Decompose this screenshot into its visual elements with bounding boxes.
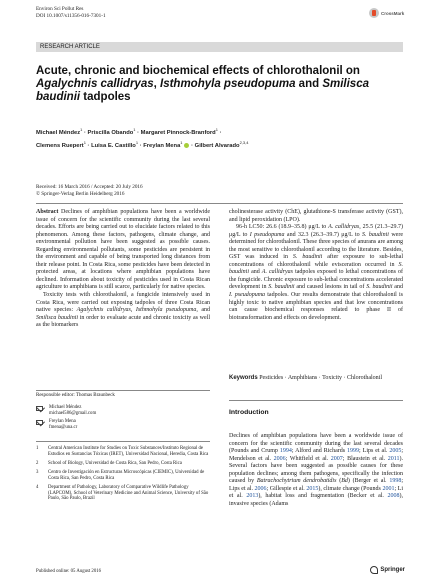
citation-link[interactable]: 2005 — [389, 448, 402, 455]
citation-link[interactable]: 2011 — [387, 455, 400, 462]
keywords-label: Keywords — [229, 375, 258, 381]
envelope-icon — [36, 420, 43, 425]
journal-name: Environ Sci Pollut Res — [36, 6, 84, 12]
citation-link[interactable]: 2013 — [246, 493, 259, 500]
contact-entry — [36, 419, 210, 430]
divider — [229, 400, 403, 401]
citation-link[interactable]: 2015 — [306, 485, 319, 492]
author-name[interactable]: · Margaret Pinnock-Branford — [135, 129, 216, 136]
corresponding-authors — [36, 405, 210, 433]
citation-link[interactable]: 1998 — [389, 478, 402, 485]
author-name[interactable]: · Gilbert Alvarado — [189, 143, 240, 150]
crossmark-badge[interactable] — [369, 7, 405, 19]
contact-email[interactable]: michael586@gmail.com — [49, 410, 97, 416]
published-date: Published online: 05 August 2016 — [36, 569, 102, 574]
citation-link[interactable]: 1994 — [279, 448, 292, 455]
contact-entry — [36, 405, 210, 416]
abstract-continued: cholinesterase activity (ChE), glutathione-S transferase activity (GST), and lipid peroxidation (LPO). 96-h LC50: 26.6 (18.9–35.8) μg/L to A. callidryas, 25.5 (21.3–29.7) μg/L to I pseudopuma and 32.3 (26.3–39.7) μg/L to S. baudinii were determined for chlorothalonil. These three species of anurans are among the most sensitive to chlorothalonil according to the literature. Besides, GST was induced in S. baudinii after exposure to sub-lethal concentrations of chlorothalonil while evisceration occurred in S. baudinii and A. callidryas tadpoles exposed to lethal concentrations of the fungicide. Chronic exposure to sub-lethal concentrations accelerated development in S. baudinii and caused lesions in tail of S. baudinii and I. pseudopuma tadpoles. Our results demonstrate that chlorothalonil is highly toxic to native amphibian species and that low concentrations can cause biochemical responses related to phase II of biotransformation and effects on development. — [229, 209, 403, 321]
section-heading: Introduction — [229, 409, 269, 416]
citation-link[interactable]: 2007 — [330, 455, 343, 462]
publisher-logo — [370, 566, 405, 574]
article-title: Acute, chronic and biochemical effects of chlorothalonil on Agalychnis callidryas, Isthmohyla pseudopuma and Smilisca baudinii tadpoles — [36, 65, 369, 103]
citation-link[interactable]: 2006 — [273, 455, 286, 462]
author-name[interactable]: Michael Méndez — [36, 129, 81, 136]
contact-email[interactable]: fmena@una.cr — [49, 424, 78, 430]
divider — [36, 441, 210, 442]
orcid-icon[interactable] — [184, 143, 189, 148]
envelope-icon — [36, 406, 43, 411]
article-type-band: RESEARCH ARTICLE — [36, 42, 403, 52]
received-dates: Received: 16 March 2016 / Accepted: 20 July 2016 © Springer-Verlag Berlin Heidelberg 2016 — [36, 184, 143, 197]
author-name[interactable]: · Freylan Mena — [138, 143, 181, 150]
contact-name: Michael Méndez — [49, 405, 82, 410]
crossmark-icon — [369, 8, 379, 18]
doi[interactable]: DOI 10.1007/s11356-016-7301-1 — [36, 12, 106, 19]
affiliation-item: 4 Department of Pathology, Laboratory of Comparative Wildlife Pathology (LAPCOM), School of Veterinary Medicine and Animal Science, University of São Paulo, São Paulo, Brazil — [36, 485, 209, 502]
affiliations — [36, 446, 210, 506]
citation-link[interactable]: 2006 — [254, 485, 267, 492]
author-name[interactable]: Clemens Ruepert — [36, 143, 84, 150]
contact-name: Freylan Mena — [49, 419, 76, 425]
citation-link[interactable]: 2008 — [387, 493, 400, 500]
author-list: Michael Méndez$^1$ · Priscilla Obando$^1$ · Margaret Pinnock-Branford$^1$ · Clemens Ruepert$^1$ · Luisa E. Castillo$^1$ · Freylan Mena$^1$ · Gilbert Alvarado$^{2,3,4}$ — [36, 127, 249, 150]
introduction-text: Declines of amphibian populations have been a worldwide issue of concern for the scientific community during the last several decades (Pounds and Crump 1994; Alford and Richards 1999; Lips et al. 2005; Mendelson et al. 2006; Whitfield et al. 2007; Blaustein et al. 2011). Several factors have been suggested as possible causes for these population declines; among them pathogens, specifically the infection caused by Batrachochytrium dendrobatidis (Bd) (Berger et al. 1998; Lips et al. 2006; Gillespie et al. 2015), climate change (Pounds 2001; Li et al. 2013), habitat loss and fragmentation (Becker et al. 2008), invasive species (Adams — [229, 433, 404, 507]
divider — [36, 203, 403, 204]
citation-link[interactable]: 2001 — [382, 485, 395, 492]
author-name[interactable]: · Luisa E. Castillo — [85, 143, 136, 150]
journal-citation — [36, 6, 106, 19]
crossmark-label: CrossMark — [381, 10, 405, 16]
author-name[interactable]: · Priscilla Obando — [82, 129, 134, 136]
keywords: Keywords Pesticides · Amphibians · Toxicity · Chlorothalonil — [229, 375, 382, 381]
affiliation-item: 3 Centro de Investigación en Estructuras Microscópicas (CIEMIC), Universidad de Costa Rica, San Pedro, Costa Rica — [36, 470, 205, 481]
affiliation-item: 2 School of Biology, Universidad de Costa Rica, San Pedro, Costa Rica — [36, 460, 182, 466]
abstract-label: Abstract — [36, 209, 59, 215]
responsible-editor: Responsible editor: Thomas Braunbeck — [36, 390, 210, 399]
affiliation-item: 1 Central American Institute for Studies on Toxic Substances/Instituto Regional de Estudios en Sustancias Tóxicas (IRET), Universidad Nacional, Heredia, Costa Rica — [36, 446, 209, 457]
publisher-name: Springer — [380, 567, 405, 573]
citation-link[interactable]: 1999 — [347, 448, 360, 455]
springer-horse-icon — [370, 566, 378, 574]
abstract: Abstract Declines of amphibian populations have been a worldwide issue of concern for the scientific community during the last several decades. Efforts are being carried out to elucidate factors related to this phenomenon. Among these factors, pathogens, climate change, and environmental pollution have been suggested as possible causes. Regarding environmental pollutants, some pesticides are persistent in the environment and capable of being transported long distances from their release point. In Costa Rica, some pesticides have been detected in protected areas, at locations where amphibian populations have declined. Information about toxicity of pesticides used in Costa Rican agriculture to amphibians is still scarce, particularly for native species. Toxicity tests with chlorothalonil, a fungicide intensively used in Costa Rica, were carried out exposing tadpoles of three Costa Rican native species: Agalychnis callidryas, Isthmohyla pseudopuma, and Smilisca baudinii in order to evaluate acute and chronic toxicity as well as the biomarkers — [36, 209, 210, 329]
